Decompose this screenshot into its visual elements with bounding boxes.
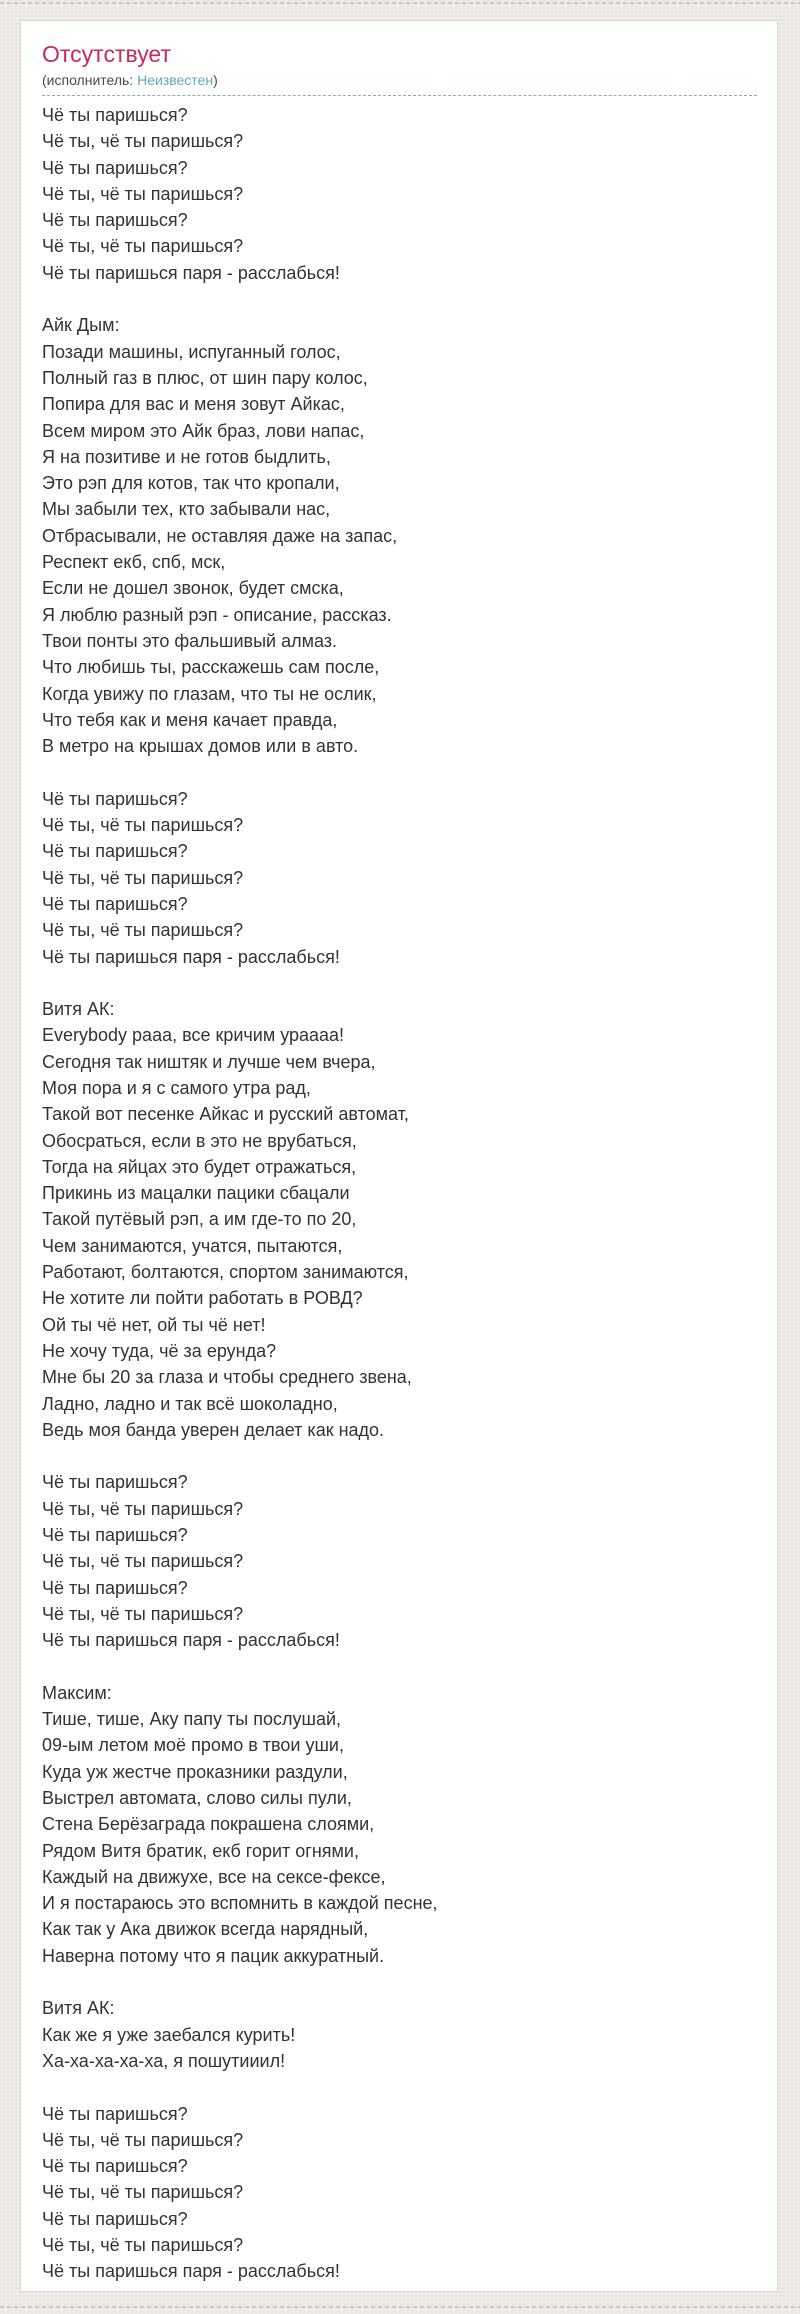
lyric-line: Everybody рааа, все кричим ураааа! [42,1025,345,1046]
lyric-line: Респект екб, спб, мск, [42,552,226,573]
lyric-line: Максим: [42,1682,112,1703]
lyric-line: Всем миром это Айк браз, лови напас, [42,420,365,441]
lyric-line: Чем занимаются, учатся, пытаются, [42,1235,343,1256]
lyric-line: Я на позитиве и не готов быдлить, [42,446,331,467]
lyric-line: Чё ты паришься? [42,210,188,231]
lyrics-card [20,20,778,2292]
lyric-block [42,312,757,759]
lyric-line: Чё ты, чё ты паришься? [42,920,244,941]
artist-link[interactable]: Неизвестен [137,72,214,88]
artist-prefix: (исполнитель: [42,72,134,88]
lyric-block [42,996,757,1443]
lyric-line: Попира для вас и меня зовут Айкас, [42,394,345,415]
lyric-line: Такой путёвый рэп, а им где-то по 20, [42,1209,357,1230]
lyric-line: Чё ты, чё ты паришься? [42,2182,244,2203]
lyric-block [42,1680,757,1969]
lyric-line: Не хотите ли пойти работать в РОВД? [42,1288,363,1309]
lyric-block [42,2101,757,2285]
lyric-line: Ой ты чё нет, ой ты чё нет! [42,1314,266,1335]
lyric-line: Чё ты паришься? [42,893,188,914]
lyric-line: Рядом Витя братик, екб горит огнями, [42,1840,359,1861]
lyric-line: Чё ты паришься? [42,1472,188,1493]
lyric-line: Чё ты, чё ты паришься? [42,183,244,204]
lyric-line: Твои понты это фальшивый алмаз. [42,630,338,651]
lyric-line: 09-ым летом моё промо в твои уши, [42,1735,344,1756]
lyric-line: Как так у Ака движок всегда нарядный, [42,1919,369,1940]
lyric-line: Чё ты, чё ты паришься? [42,236,244,257]
lyric-line: Сегодня так ништяк и лучше чем вчера, [42,1051,376,1072]
lyric-line: Чё ты, чё ты паришься? [42,1498,244,1519]
lyric-line: Чё ты, чё ты паришься? [42,1551,244,1572]
lyric-line: Чё ты, чё ты паришься? [42,2129,244,2150]
lyric-line: Работают, болтаются, спортом занимаются, [42,1262,409,1283]
lyric-line: Полный газ в плюс, от шин пару колос, [42,367,368,388]
bottom-dashed-border [0,2306,800,2308]
lyric-line: Чё ты паришься паря - расслабься! [42,262,340,283]
lyric-line: Такой вот песенке Айкас и русский автомат, [42,1104,409,1125]
lyric-line: Обосраться, если в это не врубаться, [42,1130,357,1151]
top-dashed-border [0,2,800,4]
lyric-line: В метро на крышах домов или в авто. [42,736,359,757]
lyric-line: Моя пора и я с самого утра рад, [42,1077,311,1098]
lyric-line: Чё ты паришься? [42,1577,188,1598]
artist-suffix: ) [213,72,218,88]
lyric-line: Чё ты паришься? [42,157,188,178]
lyric-block [42,1469,757,1653]
lyric-line: Если не дошел звонок, будет смска, [42,578,344,599]
lyric-line: Когда увижу по глазам, что ты не ослик, [42,683,377,704]
lyric-line: Я люблю разный рэп - описание, рассказ. [42,604,392,625]
lyric-line: Чё ты паришься? [42,1525,188,1546]
lyric-line: Чё ты, чё ты паришься? [42,815,244,836]
lyric-line: Выстрел автомата, слово силы пули, [42,1788,352,1808]
lyric-line: Тише, тише, Аку папу ты послушай, [42,1709,342,1730]
lyric-line: Ведь моя банда уверен делает как надо. [42,1419,385,1440]
lyric-line: Чё ты паришься? [42,788,188,809]
lyric-line: Чё ты паришься? [42,2156,188,2177]
lyric-line: Витя АК: [42,999,115,1020]
lyric-line: Отбрасывали, не оставляя даже на запас, [42,525,398,546]
lyric-line: Чё ты паришься? [42,841,188,862]
lyric-line: Витя АК: [42,1998,115,2019]
song-title: Отсутствует [42,41,171,67]
lyric-line: Чё ты паришься? [42,2103,188,2124]
artist-line [42,71,757,96]
lyric-line: Позади машины, испуганный голос, [42,341,341,362]
lyric-line: Наверна потому что я пацик аккуратный. [42,1945,385,1966]
lyric-line: Стена Берёзаграда покрашена слоями, [42,1814,375,1835]
lyric-block [42,1995,757,2074]
lyric-line: Чё ты паришься паря - расслабься! [42,946,340,967]
lyric-line: Мне бы 20 за глаза и чтобы среднего звена, [42,1367,412,1388]
lyric-block [42,102,757,286]
lyric-line: Ладно, ладно и так всё шоколадно, [42,1393,338,1414]
lyric-line: И я постараюсь это вспомнить в каждой песне, [42,1893,438,1914]
lyric-line: Прикинь из мацалки пацики сбацали [42,1183,350,1204]
lyric-line: Чё ты, чё ты паришься? [42,867,244,888]
lyric-line: Чё ты, чё ты паришься? [42,1603,244,1624]
lyric-block [42,786,757,970]
lyric-line: Ха-ха-ха-ха-ха, я пошутииил! [42,2050,286,2071]
lyric-line: Что тебя как и меня качает правда, [42,709,338,730]
lyric-line: Айк Дым: [42,315,120,336]
lyric-line: Чё ты паришься паря - расслабься! [42,2261,340,2282]
lyric-line: Куда уж жестче проказники раздули, [42,1761,348,1782]
lyric-line: Не хочу туда, чё за ерунда? [42,1340,277,1361]
lyric-line: Каждый на движухе, все на сексе-фексе, [42,1866,386,1887]
lyric-line: Что любишь ты, расскажешь сам после, [42,657,380,678]
lyric-line: Как же я уже заебался курить! [42,2024,296,2045]
lyric-line: Чё ты, чё ты паришься? [42,131,244,152]
lyric-line: Тогда на яйцах это будет отражаться, [42,1156,357,1177]
lyric-line: Мы забыли тех, кто забывали нас, [42,499,331,520]
lyric-line: Чё ты паришься? [42,2208,188,2229]
lyric-line: Чё ты паришься паря - расслабься! [42,1630,340,1651]
lyric-line: Чё ты паришься? [42,105,188,125]
lyric-line: Чё ты, чё ты паришься? [42,2235,244,2256]
lyrics [42,102,757,2285]
lyric-line: Это рэп для котов, так что кропали, [42,473,340,494]
